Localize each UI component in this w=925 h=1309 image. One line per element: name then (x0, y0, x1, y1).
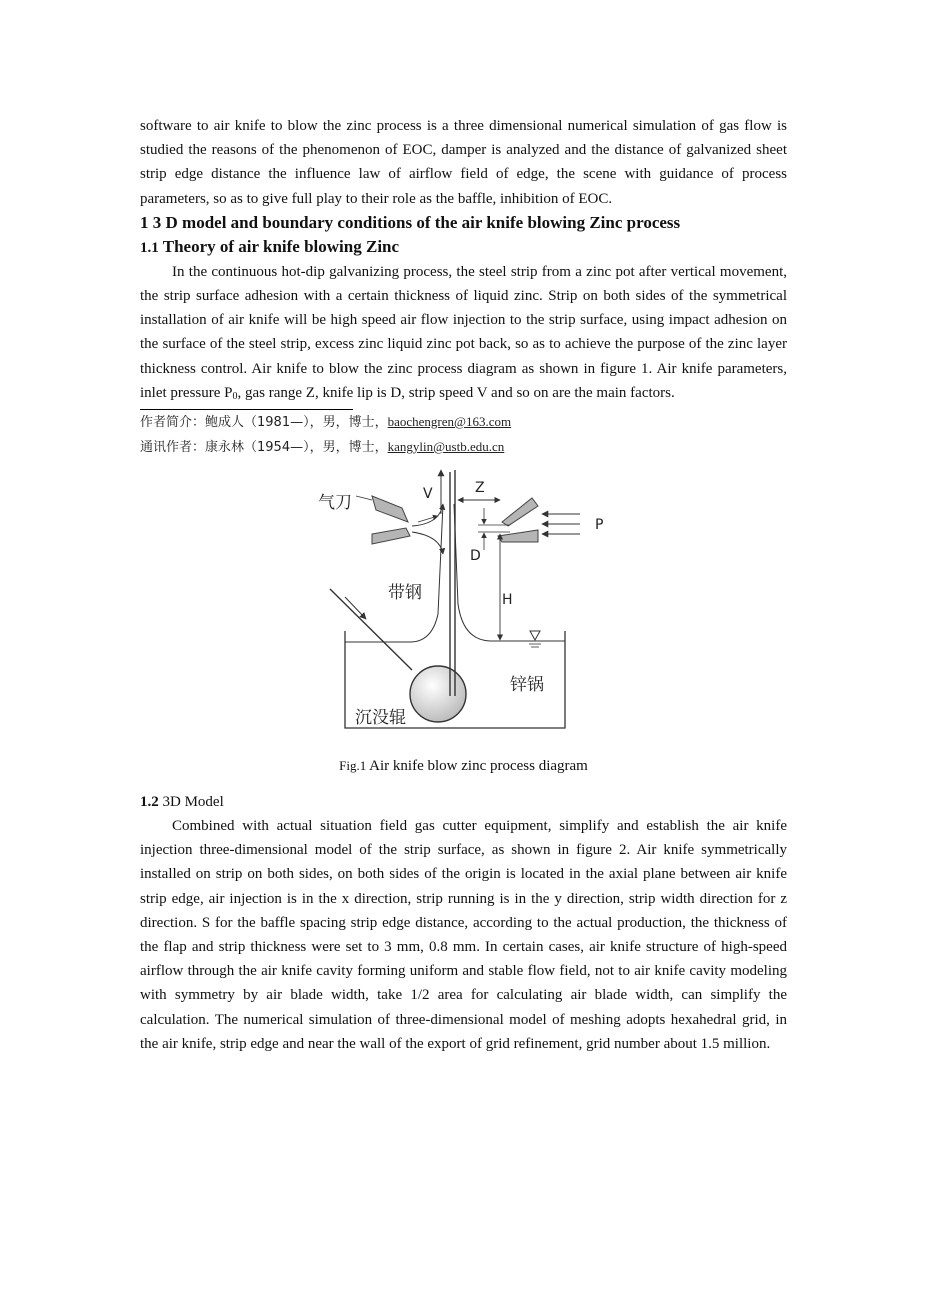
section-1-1-number: 1.1 (140, 239, 159, 256)
label-p: P (595, 517, 604, 534)
footnote-author (140, 410, 787, 435)
footnote-author-email[interactable]: baochengren@163.com (387, 414, 512, 430)
surface-level-icon (530, 631, 540, 640)
intro-paragraph: software to air knife to blow the zinc process is a three dimensional numerical simulation of gas flow is studied the reasons of the phenomenon of EOC, damper is analyzed and the distance of galvanized sheet strip edge distance the influence law of airflow field of edge, the scene with guidance of process parameters, so as to give full play to their role as the baffle, inhibition of EOC. (140, 118, 787, 207)
figure-1-caption-number: Fig.1 (339, 758, 367, 774)
label-h: H (502, 592, 513, 609)
footnote-corresponding-text: 通讯作者：康永林（1954—），男，博士， (140, 440, 388, 456)
label-v: V (423, 486, 433, 503)
label-strip: 带钢 (388, 583, 422, 604)
section-1-1-title: Theory of air knife blowing Zinc (162, 236, 400, 256)
right-air-knife-upper (502, 498, 538, 526)
left-jet-flow-down (412, 532, 443, 554)
footnote-author-text: 作者简介：鲍成人（1981—），男，博士， (140, 415, 388, 431)
section-1-2-title: 3D Model (162, 794, 224, 811)
theory-text-b: , gas range Z, knife lip is D, strip speed V and so on are the main factors. (237, 384, 675, 401)
left-air-knife-upper (372, 496, 408, 522)
process-diagram (140, 464, 787, 754)
theory-text-a: In the continuous hot-dip galvanizing process, the steel strip from a zinc pot after vertical movement, the strip surface adhesion with a certain thickness of liquid zinc. Strip on both sides of the symmetrical installation of air knife will be high speed air flow injection to the strip surface, using impact adhesion on the surface of the steel strip, excess zinc liquid zinc pot back, so as to achieve the purpose of the zinc layer thickness control. Air knife to blow the zinc process diagram as shown in figure 1. Air knife parameters, inlet pressure P (140, 263, 787, 401)
label-zinc-pot: 锌锅 (510, 675, 544, 696)
sink-roll (410, 666, 466, 722)
strip-motion-arrow (345, 597, 366, 619)
paper-page (140, 114, 787, 1056)
figure-1-caption-text: Air knife blow zinc process diagram (369, 758, 588, 775)
figure-1-caption (140, 754, 787, 778)
footnote-corresponding (140, 435, 787, 460)
theory-paragraph (140, 260, 787, 409)
label-z: Z (475, 480, 485, 497)
figure-1 (140, 464, 787, 754)
left-jet-flow-up (412, 504, 443, 526)
model-paragraph: Combined with actual situation field gas cutter equipment, simplify and establish the air knife injection three-dimensional model of the strip surface, as shown in figure 2. Air knife symmetrically installed on strip on both sides, on both sides of the origin is located in the axial plane between air knife strip edge, air injection is in the x direction, strip running is in the y direction, strip width direction for z direction. S for the baffle spacing strip edge distance, according to the actual production, the thickness of the flap and strip thickness were set to 3 mm, 0.8 mm. In certain cases, air knife structure of high-speed airflow through the air knife cavity forming uniform and stable flow field, not to air knife cavity modeling with symmetry by air blade width, take 1/2 area for calculating air blade width, can simplify the calculation. The numerical simulation of three-dimensional model of meshing adopts hexahedral grid, in the air knife, strip edge and near the wall of the export of grid refinement, grid number about 1.5 million. (140, 818, 787, 1052)
label-sink-roll: 沉没辊 (355, 708, 406, 729)
section-1-2-number: 1.2 (140, 794, 159, 811)
zinc-liquid-surface (345, 504, 443, 642)
label-air-knife: 气刀 (318, 493, 352, 514)
pressure-subscript: 0 (232, 390, 238, 402)
section-1-1-heading (140, 235, 787, 260)
section-1-2-heading (140, 790, 787, 814)
section-1-heading: 1 3 D model and boundary conditions of the air knife blowing Zinc process (140, 212, 681, 232)
footnote-corresponding-email[interactable]: kangylin@ustb.edu.cn (387, 439, 505, 455)
label-d: D (470, 548, 481, 565)
left-air-knife-lower (372, 528, 410, 544)
